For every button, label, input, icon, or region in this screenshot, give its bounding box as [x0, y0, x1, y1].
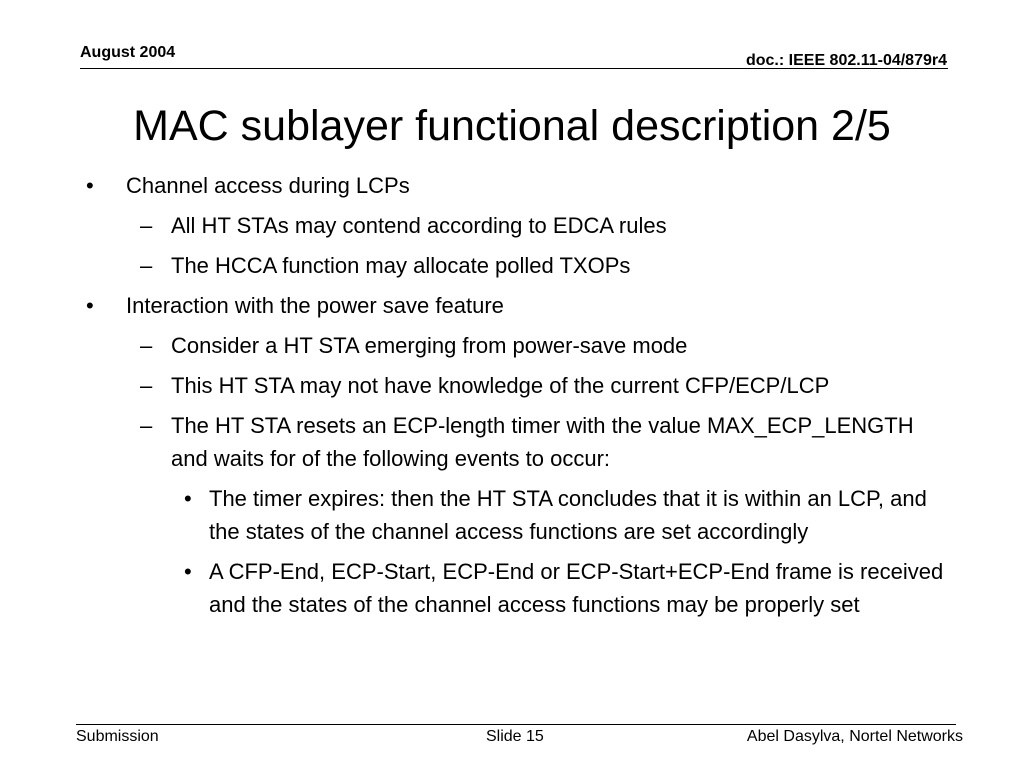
- dash-marker: –: [140, 373, 153, 398]
- dash-marker: –: [140, 413, 153, 438]
- sub-bullet-item: [84, 366, 964, 406]
- sub-bullet-text: The HT STA resets an ECP-length timer with the value MAX_ECP_LENGTH and waits for of the following events to occur:: [171, 413, 914, 471]
- sub-sub-bullet-text: The timer expires: then the HT STA concludes that it is within an LCP, and the states of the channel access functions are set accordingly: [209, 486, 927, 544]
- bullet-marker: •: [184, 559, 192, 584]
- sub-sub-bullet-text: A CFP-End, ECP-Start, ECP-End or ECP-Start+ECP-End frame is received and the states of the channel access functions may be properly set: [209, 559, 944, 617]
- bullet-text: Channel access during LCPs: [126, 173, 410, 198]
- bullet-item: [84, 166, 964, 206]
- bullet-item: [84, 286, 964, 326]
- header-rule: [80, 68, 948, 69]
- sub-bullet-item: [84, 246, 964, 286]
- sub-bullet-text: This HT STA may not have knowledge of the current CFP/ECP/LCP: [171, 373, 830, 398]
- slide-title: MAC sublayer functional description 2/5: [133, 102, 891, 150]
- header-date: August 2004: [80, 44, 176, 61]
- footer-slide-number: Slide 15: [486, 728, 544, 745]
- dash-marker: –: [140, 213, 153, 238]
- footer-author: Abel Dasylva, Nortel Networks: [746, 728, 963, 745]
- sub-bullet-item: [84, 326, 964, 366]
- sub-bullet-text: All HT STAs may contend according to EDCA rules: [171, 213, 667, 238]
- footer-rule: [76, 724, 956, 725]
- footer-submission: Submission: [76, 728, 159, 745]
- header-doc-id: doc.: IEEE 802.11-04/879r4: [745, 52, 947, 69]
- bullet-marker: •: [86, 293, 94, 318]
- sub-sub-bullet-item: [84, 552, 964, 625]
- dash-marker: –: [140, 253, 153, 278]
- bullet-marker: •: [184, 486, 192, 511]
- bullet-marker: •: [86, 173, 94, 198]
- sub-bullet-item: [84, 206, 964, 246]
- bullet-list: [84, 166, 964, 625]
- dash-marker: –: [140, 333, 153, 358]
- sub-sub-bullet-item: [84, 479, 964, 552]
- sub-bullet-item: [84, 406, 964, 479]
- sub-bullet-text: The HCCA function may allocate polled TXOPs: [171, 253, 631, 278]
- bullet-text: Interaction with the power save feature: [126, 293, 504, 318]
- sub-bullet-text: Consider a HT STA emerging from power-save mode: [171, 333, 688, 358]
